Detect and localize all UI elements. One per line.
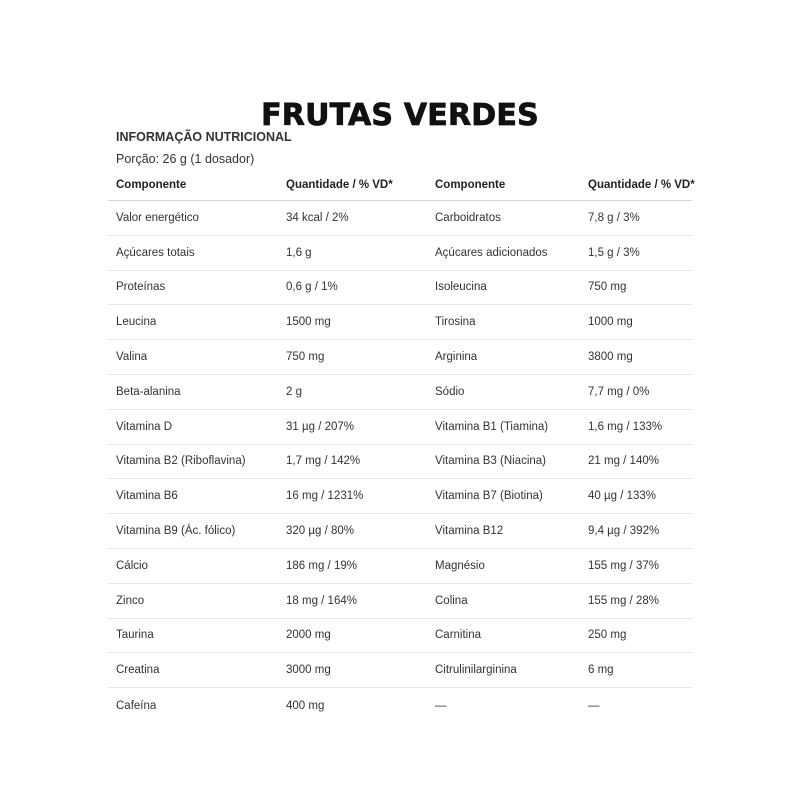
table-row — [108, 549, 692, 584]
cell-component-left: Leucina — [116, 316, 157, 329]
cell-quantity-left: 1,6 g — [286, 246, 312, 259]
cell-quantity-right: 155 mg / 28% — [588, 594, 659, 607]
header-component-right: Componente — [435, 179, 506, 191]
cell-component-left: Cafeína — [116, 699, 157, 712]
cell-component-right: Sódio — [435, 385, 465, 398]
nutrition-heading: INFORMAÇÃO NUTRICIONAL — [116, 130, 292, 144]
cell-component-right: Tirosina — [435, 316, 476, 329]
product-title: FRUTAS VERDES — [261, 98, 539, 133]
cell-component-right: Vitamina B3 (Niacina) — [435, 455, 547, 468]
table-row — [108, 688, 692, 723]
cell-component-left: Zinco — [116, 594, 145, 607]
table-row — [108, 479, 692, 514]
cell-quantity-right: 7,7 mg / 0% — [588, 385, 650, 398]
cell-quantity-left: 1500 mg — [286, 316, 331, 329]
cell-component-left: Vitamina B9 (Ác. fólico) — [116, 525, 236, 538]
cell-quantity-left: 31 µg / 207% — [286, 420, 355, 433]
cell-component-left: Creatina — [116, 664, 160, 677]
table-row — [108, 305, 692, 340]
cell-quantity-left: 2000 mg — [286, 629, 331, 642]
cell-quantity-right: 9,4 µg / 392% — [588, 525, 660, 538]
cell-quantity-right: 1,6 mg / 133% — [588, 420, 663, 433]
header-component-left: Componente — [116, 179, 187, 191]
cell-component-right: Isoleucina — [435, 281, 487, 294]
cell-quantity-right: 3800 mg — [588, 351, 633, 364]
cell-quantity-right: 155 mg / 37% — [588, 559, 659, 572]
cell-quantity-right: — — [588, 699, 600, 712]
cell-quantity-left: 16 mg / 1231% — [286, 490, 364, 503]
table-row — [108, 236, 692, 271]
cell-quantity-left: 2 g — [286, 385, 302, 398]
cell-component-left: Beta-alanina — [116, 385, 181, 398]
cell-quantity-left: 1,7 mg / 142% — [286, 455, 361, 468]
cell-quantity-left: 750 mg — [286, 351, 325, 364]
cell-component-right: Arginina — [435, 351, 478, 364]
table-row — [108, 375, 692, 410]
cell-component-right: Vitamina B7 (Biotina) — [435, 490, 543, 503]
cell-component-left: Vitamina B2 (Riboflavina) — [116, 455, 246, 468]
cell-quantity-right: 40 µg / 133% — [588, 490, 657, 503]
nutrition-table — [108, 170, 695, 723]
table-header-row — [108, 170, 695, 201]
table-row — [108, 653, 692, 688]
cell-component-right: Carnitina — [435, 629, 482, 642]
header-quantity-left: Quantidade / % VD* — [286, 179, 393, 191]
cell-quantity-right: 250 mg — [588, 629, 627, 642]
cell-component-left: Taurina — [116, 629, 154, 642]
cell-component-left: Vitamina D — [116, 420, 173, 433]
table-row — [108, 619, 692, 654]
cell-component-right: Vitamina B1 (Tiamina) — [435, 420, 549, 433]
cell-quantity-left: 400 mg — [286, 699, 325, 712]
cell-component-right: Citrulinilarginina — [435, 664, 517, 677]
cell-component-right: — — [435, 699, 447, 712]
table-row — [108, 201, 692, 236]
cell-component-left: Valina — [116, 351, 148, 364]
header-quantity-right: Quantidade / % VD* — [588, 179, 695, 191]
cell-component-right: Magnésio — [435, 559, 485, 572]
cell-component-left: Açúcares totais — [116, 246, 195, 259]
table-row — [108, 514, 692, 549]
cell-quantity-right: 7,8 g / 3% — [588, 211, 640, 224]
cell-component-right: Colina — [435, 594, 468, 607]
cell-quantity-right: 1,5 g / 3% — [588, 246, 640, 259]
cell-component-right: Açúcares adicionados — [435, 246, 548, 259]
cell-quantity-right: 21 mg / 140% — [588, 455, 659, 468]
cell-component-right: Vitamina B12 — [435, 525, 504, 538]
cell-component-left: Vitamina B6 — [116, 490, 178, 503]
cell-component-right: Carboidratos — [435, 211, 501, 224]
cell-quantity-right: 1000 mg — [588, 316, 633, 329]
cell-quantity-left: 0,6 g / 1% — [286, 281, 338, 294]
portion-size: Porção: 26 g (1 dosador) — [116, 152, 255, 166]
cell-quantity-left: 186 mg / 19% — [286, 559, 357, 572]
table-row — [108, 584, 692, 619]
cell-quantity-right: 750 mg — [588, 281, 627, 294]
table-body — [108, 201, 692, 723]
cell-quantity-left: 320 µg / 80% — [286, 525, 355, 538]
cell-quantity-left: 3000 mg — [286, 664, 331, 677]
cell-quantity-left: 34 kcal / 2% — [286, 211, 349, 224]
cell-component-left: Proteínas — [116, 281, 166, 294]
cell-component-left: Cálcio — [116, 559, 148, 572]
table-row — [108, 340, 692, 375]
table-row — [108, 445, 692, 480]
table-row — [108, 410, 692, 445]
cell-quantity-right: 6 mg — [588, 664, 614, 677]
cell-component-left: Valor energético — [116, 211, 199, 224]
table-row — [108, 271, 692, 306]
cell-quantity-left: 18 mg / 164% — [286, 594, 357, 607]
